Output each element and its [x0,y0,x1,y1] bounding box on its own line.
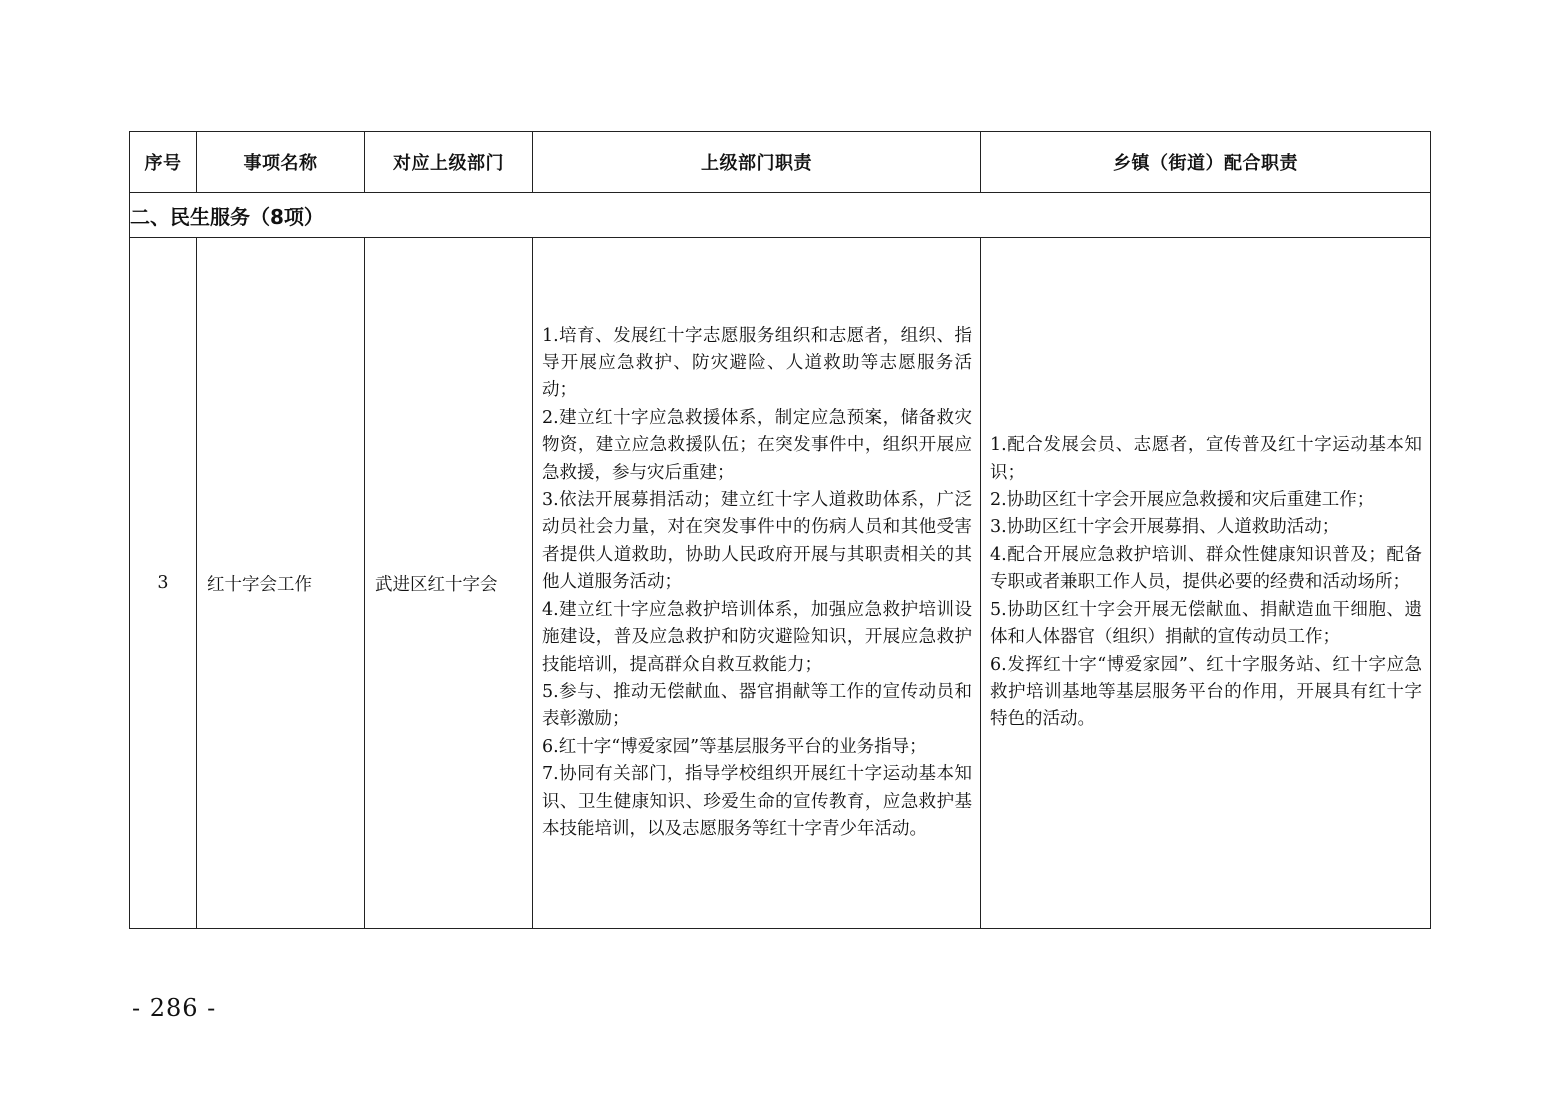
row-town-duties [981,238,1431,929]
section-title: 二、民生服务（8项） [130,193,1431,238]
section-row [130,193,1431,238]
town-duty-item: 3.协助区红十字会开展募捐、人道救助活动； [990,517,1340,538]
upper-duties-list [542,323,972,844]
row-upper-duties [533,238,981,929]
row-item-name: 红十字会工作 [197,238,365,929]
town-duties-list [990,432,1422,733]
header-dept: 对应上级部门 [365,132,533,193]
upper-duty-item: 6.红十字“博爱家园”等基层服务平台的业务指导； [542,736,927,757]
table-row [130,238,1431,929]
town-duty-item: 4.配合开展应急救护培训、群众性健康知识普及；配备专职或者兼职工作人员，提供必要的经费和活动场所； [990,544,1422,593]
town-duty-item: 2.协助区红十字会开展应急救援和灾后重建工作； [990,490,1375,511]
upper-duty-item: 4.建立红十字应急救护培训体系，加强应急救护培训设施建设，普及应急救护和防灾避险知识，开展应急救护技能培训，提高群众自救互救能力； [542,599,972,675]
header-town-duties: 乡镇（街道）配合职责 [981,132,1431,193]
page-number: - 286 - [132,994,217,1022]
row-dept: 武进区红十字会 [365,238,533,929]
town-duty-item: 6.发挥红十字“博爱家园”、红十字服务站、红十字应急救护培训基地等基层服务平台的作用，开展具有红十字特色的活动。 [990,654,1422,730]
upper-duty-item: 5.参与、推动无偿献血、器官捐献等工作的宣传动员和表彰激励； [542,681,972,730]
upper-duty-item: 3.依法开展募捐活动；建立红十字人道救助体系，广泛动员社会力量，对在突发事件中的伤病人员和其他受害者提供人道救助，协助人民政府开展与其职责相关的其他人道服务活动； [542,490,972,593]
town-duty-item: 5.协助区红十字会开展无偿献血、捐献造血干细胞、遗体和人体器官（组织）捐献的宣传动员工作； [990,599,1422,648]
town-duty-item: 1.配合发展会员、志愿者，宣传普及红十字运动基本知识； [990,435,1422,483]
header-item-name: 事项名称 [197,132,365,193]
upper-duty-item: 7.协同有关部门，指导学校组织开展红十字运动基本知识、卫生健康知识、珍爱生命的宣传教育，应急救护基本技能培训，以及志愿服务等红十字青少年活动。 [542,764,972,839]
row-seq: 3 [130,238,197,929]
header-upper-duties: 上级部门职责 [533,132,981,193]
duty-table [129,131,1431,929]
upper-duty-item: 2.建立红十字应急救援体系，制定应急预案，储备救灾物资，建立应急救援队伍；在突发事件中，组织开展应急救援，参与灾后重建； [542,407,972,483]
header-seq: 序号 [130,132,197,193]
upper-duty-item: 1.培育、发展红十字志愿服务组织和志愿者，组织、指导开展应急救护、防灾避险、人道救助等志愿服务活动； [542,325,972,401]
table-header-row [130,132,1431,193]
